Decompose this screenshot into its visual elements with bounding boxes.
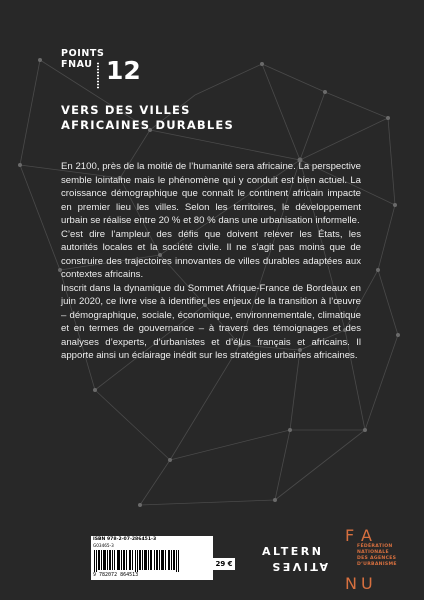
- blurb-paragraph-2: C’est dire l’ampleur des défis que doivent relever les États, les autorités locales et la société civile. Il ne s’agit pas moins que de construire des trajectoires innovantes de villes durables adaptées aux contextes africains.: [61, 228, 361, 280]
- series-line-2: FNAU: [61, 59, 93, 70]
- isbn-text: ISBN 978-2-07-286451-3: [93, 537, 157, 542]
- fnau-name-line-3: DES AGENCES: [357, 556, 397, 561]
- series-number: 12: [106, 56, 141, 85]
- fnau-name-line-4: D’URBANISME: [357, 562, 397, 567]
- book-title-line-2: AFRICAINES DURABLES: [61, 118, 234, 132]
- product-code: G03465-3: [93, 543, 114, 548]
- barcode-bars: [94, 550, 180, 572]
- book-title-line-1: VERS DES VILLES: [61, 103, 191, 117]
- fnau-letter-u: U: [361, 574, 373, 593]
- price-tag: 29 €: [213, 558, 235, 570]
- blurb-text: [61, 160, 361, 363]
- fnau-name: [357, 544, 421, 568]
- fnau-name-line-2: NATIONALE: [357, 550, 389, 555]
- publisher-logo-line-2: ATIVES: [269, 560, 328, 573]
- fnau-letter-n: N: [345, 574, 357, 593]
- series-line-1: POINTS: [61, 48, 105, 59]
- barcode-digits: 9 782072 864513: [93, 572, 139, 578]
- barcode-label: [91, 536, 213, 580]
- fnau-name-line-1: FÉDÉRATION: [357, 544, 393, 549]
- dotted-separator: [97, 62, 99, 89]
- fnau-letter-a: A: [361, 526, 372, 545]
- blurb-paragraph-1: En 2100, près de la moitié de l’humanité sera africaine. La perspective semble lointaine mais le phénomène qui y conduit est bien actuel. La croissance démographique que connaît le continent africain impacte en premier lieu les villes. Selon les territoires, le développement urbain se réalise entre 20 % et 80 % dans une urbanisation informelle.: [61, 161, 361, 226]
- blurb-paragraph-3: Inscrit dans la dynamique du Sommet Afrique-France de Bordeaux en juin 2020, ce livre vise à identifier les enjeux de la transition à l’œuvre – démographique, sociale, économique, environnementale, climatique et en termes de gouvernance – à travers des témoignages et des analyses d’experts, d’urbanistes et d’élus français et africains. Il apporte ainsi un éclairage inédit sur les stratégies urbaines africaines.: [61, 282, 361, 361]
- fnau-letter-f: F: [345, 526, 355, 545]
- publisher-logo-line-1: ALTERN: [262, 545, 324, 558]
- book-title: [61, 103, 234, 133]
